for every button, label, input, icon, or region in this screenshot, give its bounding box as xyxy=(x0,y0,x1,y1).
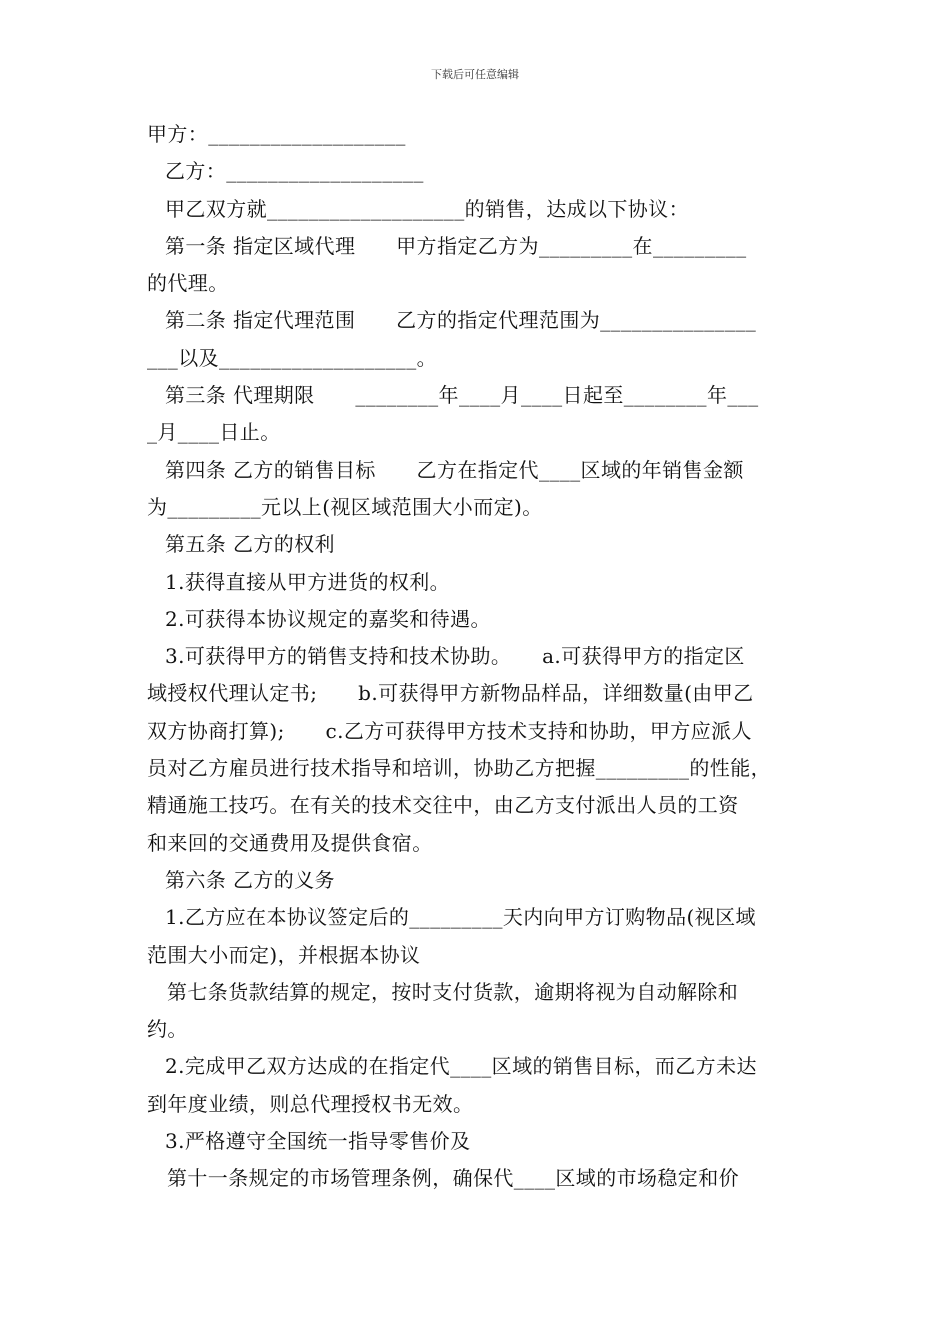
text-line: 第六条 乙方的义务 xyxy=(165,867,335,892)
text-line: 第十一条规定的市场管理条例，确保代____区域的市场稳定和价 xyxy=(167,1166,739,1191)
text-line: ___以及___________________。 xyxy=(147,345,437,370)
text-line: 的代理。 xyxy=(147,271,229,296)
text-line: 和来回的交通费用及提供食宿。 xyxy=(147,830,433,855)
document-body xyxy=(147,116,815,1198)
text-line: 2.完成甲乙双方达成的在指定代____区域的销售目标，而乙方未达 xyxy=(165,1054,757,1079)
text-line: 域授权代理认定书; b.可获得甲方新物品样品，详细数量(由甲乙 xyxy=(147,681,754,706)
text-line: 1.获得直接从甲方进货的权利。 xyxy=(165,569,451,594)
text-line: 甲乙双方就___________________的销售，达成以下协议： xyxy=(165,196,689,221)
text-line: 甲方：___________________ xyxy=(147,122,406,146)
text-line: 到年度业绩，则总代理授权书无效。 xyxy=(147,1091,474,1116)
text-line: 为_________元以上(视区域范围大小而定)。 xyxy=(147,494,543,519)
text-line: 3.可获得甲方的销售支持和技术协助。 a.可获得甲方的指定区 xyxy=(165,644,745,669)
text-line: 第二条 指定代理范围 乙方的指定代理范围为_______________ xyxy=(165,308,757,333)
text-line: 精通施工技巧。在有关的技术交往中，由乙方支付派出人员的工资 xyxy=(147,793,739,818)
text-line: 范围大小而定)，并根据本协议 xyxy=(147,942,421,967)
text-line: 1.乙方应在本协议签定后的_________天内向甲方订购物品(视区域 xyxy=(165,905,756,930)
text-line: 第七条货款结算的规定，按时支付货款，逾期将视为自动解除和 xyxy=(167,979,739,1004)
text-line: 员对乙方雇员进行技术指导和培训，协助乙方把握_________的性能， xyxy=(147,756,771,781)
text-line: 乙方：___________________ xyxy=(165,159,424,184)
text-line: 第五条 乙方的权利 xyxy=(165,532,335,557)
text-line: 第四条 乙方的销售目标 乙方在指定代____区域的年销售金额 xyxy=(165,457,744,482)
text-line: 2.可获得本协议规定的嘉奖和待遇。 xyxy=(165,606,491,631)
text-line: _月____日止。 xyxy=(147,420,281,445)
text-line: 双方协商打算); c.乙方可获得甲方技术支持和协助，甲方应派人 xyxy=(147,718,752,743)
text-line: 第三条 代理期限 ________年____月____日起至________年___ xyxy=(165,383,759,408)
text-line: 约。 xyxy=(147,1017,188,1042)
page-header: 下载后可任意编辑 xyxy=(431,68,519,81)
text-line: 3.严格遵守全国统一指导零售价及 xyxy=(165,1129,471,1154)
text-line: 第一条 指定区域代理 甲方指定乙方为_________在_________ xyxy=(165,233,747,258)
